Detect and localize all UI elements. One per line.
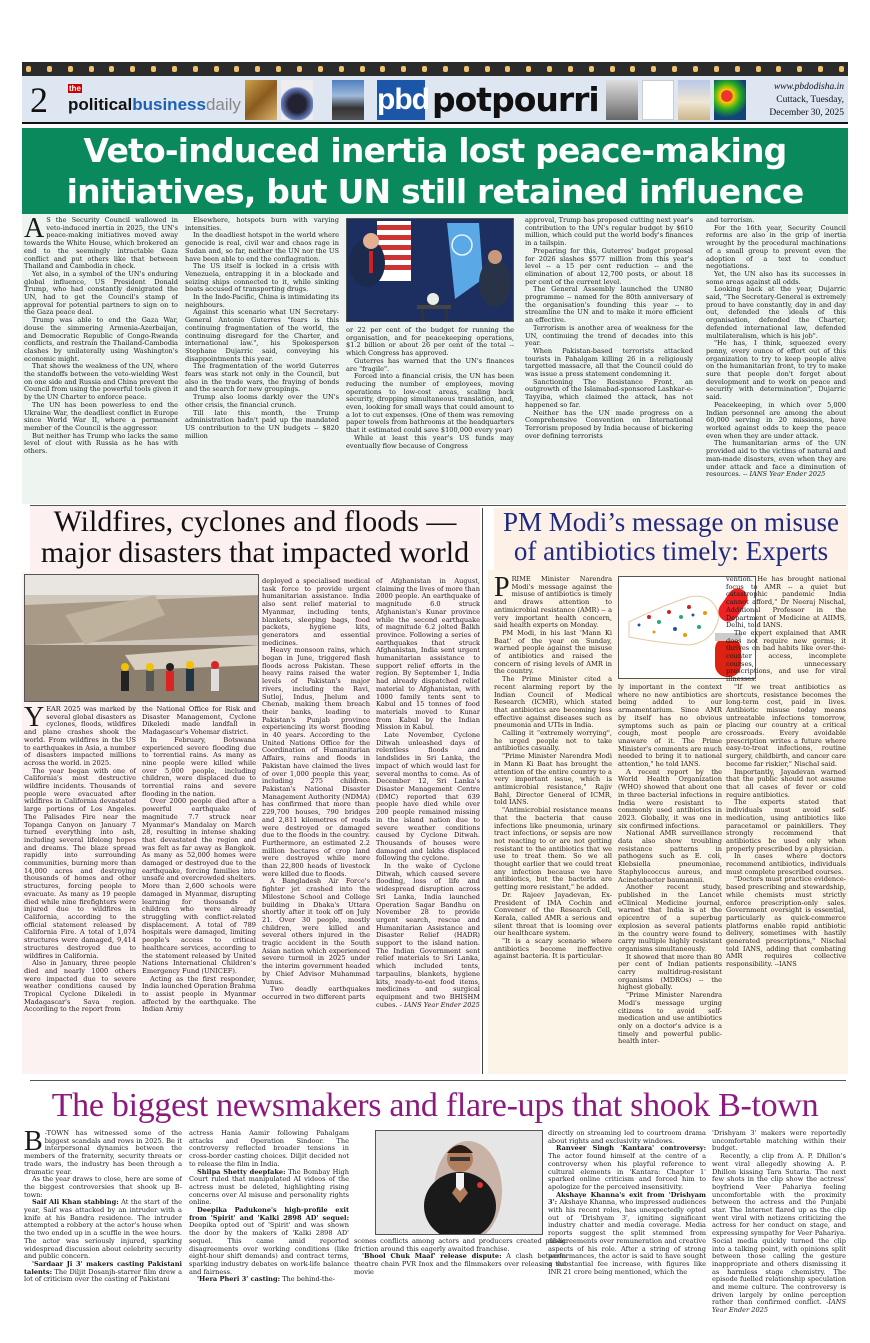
article-paragraph: "Antimicrobial resistance means that the bacteria that cause infections like pneumonia, urinary tract infections, or sepsis are now not reacting to or are not getting resistant to the antibiotics that we use to treat them. So we all thought earlier that we could treat any infection because we have antibiotics, but the bacteria are getting more resistant," he added. [494,806,612,892]
drop-cap: B [24,1130,43,1157]
article-paragraph: Till late this month, the Trump administration hadn't paid up the mandated US contribution to the UN budgets -- $820 million [185,408,339,440]
disasters-col-2 [142,706,256,1072]
drop-cap: Y [24,706,45,733]
article-paragraph: In the wake of Cyclone Ditwah, which caused severe flooding, loss of life and widespread disruption across Sri Lanka, India launched Operation Sagar Bandhu on November 28 to provide urgent search, rescue and Humanitarian Assistance and Disaster Relief (HADR) support to the island nation. The Indian Government sent relief materials to Sri Lanka, which included tents, tarpaulins, blankets, hygiene kits, ready-to-eat food items, medicines and surgical equipment and two BHISHM cubes. - IANS Year Ender 2025 [376,862,480,1009]
lead-col-3 [346,327,514,501]
byline-signoff: -IANS Year Ender 2025 [712,1298,846,1315]
newspaper-page [22,0,848,1343]
taj-mahal-thumbnail [678,80,710,120]
article-paragraph: Neither has the UN made progress on a Comprehensive Convention on International Terrorism proposed by India because of bickering over defining terrorists [525,408,693,440]
article-paragraph: Another recent study, published in the Lancet eClinical Medicine journal, warned that India is at the epicentre of a superbug explosion as several patients in the country were found to carry multiple highly resistant organisms simultaneously. [618,883,722,953]
article-paragraph: "Prime Minister Narendra Modi in Mann Ki Baat has brought the attention of the entire country to a very important issue, which is antimicrobial resistance," Rajiv Bahl, Director General of ICMR, told IANS. [494,752,612,807]
article-paragraph: In cases where doctors recommend antibiotics, individuals must complete prescribed courses. [726,852,846,876]
article-paragraph: vention. He has brought national focus to AMR -- a quiet but catastrophic pandemic India cannot afford," Dr Neeraj Nischal, Additional Professor in the Department of Medicine at AIIMS, Delhi, told IANS. [726,576,846,630]
article-paragraph: Yet, the UN also has its successes in some areas against all odds. [706,269,846,286]
disasters-col-4 [376,578,480,1072]
article-paragraph: or 22 per cent of the budget for running the organisation, and for peacekeeping operations, $1.2 billion or about 26 per cent of the total -- which Congress has approved. [346,327,514,358]
article-paragraph: National AMR surveillance data also show troubling resistance patterns in pathogens such as E. coli, Klebsiella pneumoniae, Staphylococcus aureus, and Acinetobacter baumannii. [618,829,722,884]
lead-col-4 [525,217,693,501]
article-paragraph: 'Hera Pheri 3' casting: The behind-the- [197,1275,335,1284]
plant-thumbnail [606,80,638,120]
article-paragraph: Heavy monsoon rains, which began in June, triggered flash floods across Pakistan. These heavy rains raised the water levels of Pakistan's major rivers, including the Ravi, Sutlej, Indus, Jhelum and Chenab, making them breach their banks, leading to Pakistan's Punjab province experiencing its worst flooding in 40 years. According to the United Nations Office for the Coordination of Humanitarian Affairs, rains and floods in Pakistan have claimed the lives of over 1,000 people this year, including 275 children. Pakistan's National Disaster Management Authority (NDMA) has confirmed that more than 229,700 houses, 790 bridges and 2,811 kilometres of roads were destroyed or damaged due to the floods in the country. Furthermore, an estimated 2.2 million hectares of crop land were destroyed while more than 22,800 heads of livestock were killed due to floods. [262,646,370,878]
btown-col-2 [189,1130,349,1340]
article-paragraph: Saif Ali Khan stabbing: At the start of the year, Saif was attacked by an intruder with a knife at his Bandra residence. The intruder attempted a robbery at the actor's house when the two ended up in a scuffle in the wee hours. The actor was seriously injured, sparking widespread discussion about celebrity security and public concern. [24,1198,182,1261]
article-paragraph: It showed that more than 80 per cent of Indian patients carry multidrug-resistant organisms (MDROs) -- the highest globally. [618,952,722,992]
palm-thumbnail [642,80,674,120]
article-paragraph: As the year draws to close, here are some of the biggest controversies that shook up B-town: [24,1175,182,1199]
article-paragraph: The Prime Minister cited a recent alarming report by the Indian Council of Medical Research (ICMR), which stated that antibiotics are becoming less effective against diseases such as pneumonia and UTIs in India. [494,675,612,730]
article-paragraph: In the Indo-Pacific, China is intimidating its neighbours. [185,293,339,309]
article-paragraph: YEAR 2025 was marked by several global disasters as cyclones, floods, wildfires and plane crashes shook the world. From wildfires in the US to earthquakes in Asia, a number of disasters impacted millions across the world. in 2025. [24,706,136,767]
section-divider [30,1080,846,1081]
article-paragraph: Dr. Rajeev Jayadevan, Ex-President of IMA Cochin and Convener of the Research Cell, Kerala, called AMR a serious and silent threat that is looming over our healthcare system. [494,890,612,938]
article-paragraph: Over 2000 people died after a powerful earthquake of magnitude 7.7 struck near Myanmar's Mandalay on March 28, resulting in intense shaking that devastated the region and was felt as far away as Bangkok. As many as 52,000 homes were damaged or destroyed due to the earthquake, forcing families into unsafe and overcrowded shelters. More than 2,600 schools were damaged in Myanmar, disrupting learning for thousands of children who were already struggling with conflict-related displacement. A total of 789 hospitals were damaged, limiting people's access to critical healthcare services, according to the statement released by United Nations International Children's Emergency Fund (UNICEF). [142,797,256,975]
article-paragraph: 'Drishyam 3' makers were reportedly uncomfortable matching within their budget. [712,1130,846,1153]
column-divider [482,508,483,1074]
article-paragraph: Ranveer Singh 'Kantara' controversy: The actor found himself at the centre of a controversy when his playful reference to cultural elements in 'Kantara: Chapter 1' sparked online criticism and forced him to apologize for the perceived insensitivity. [548,1144,706,1191]
article-paragraph: The expert explained that AMR does not require new germs; it thrives on bad habits like over-the-counter access, incomplete courses, unnecessary prescriptions, and use for viral illnesses. [726,628,846,684]
article-paragraph: Trump was able to end the Gaza War, douse the simmering Armenia-Azerbaijan, and Democratic Republic of Congo-Rwanda conflicts, and restrain the Thailand-Cambodia clashes by unilaterally using Washington's economic might. [24,316,178,363]
article-paragraph: Preparing for this, Guterres' budget proposal for 2026 slashes $577 million from this year's level -- a 15 per cent reduction -- and the elimination of about 12,700 posts, or about 18 per cent of the current level. [525,246,693,286]
article-paragraph: "Prime Minister Narendra Modi's message urging citizens to avoid self-medication and use antibiotics only on a doctor's advice is a timely and powerful public-health inter- [618,991,722,1046]
article-paragraph: The humanitarian arms of the UN provided aid to the victims of natural and man-made disasters, even when they are under attack and face a diminution of resources. -- IANS Year Ender 2025 [706,439,846,479]
article-paragraph: That shows the weakness of the UN, where the standoffs between the veto-wielding West on one side and Russia and China prevent the Council from using the powerful tools given it by the UN Charter to enforce peace. [24,362,178,402]
article-paragraph: In February, Botswana experienced severe flooding due to torrential rains. As many as nine people were killed while over 5,000 people, including children, were displaced due to torrential rains and severe flooding in the nation. [142,735,256,798]
article-paragraph: Recently, a clip from A. P. Dhillon's went viral allegedly showing A. P. Dhillon kissing Tara Sutaria. The next few shots in the clip show the actress' boyfriend Veer Pahariya feeling uncomfortable with the proximity between the actress and the Punjabi star. The Internet flared up as the clip went viral with netizens criticizing the actress for her conduct on stage, and expressing sympathy for Veer Pahariya. Social media quickly turned the clip into a talking point, with opinions split between those calling the gesture inappropriate and others dismissing it as harmless stage chemistry. The episode fuelled relationship speculation and meme culture. The controversy is driven largely by online perception rather than confirmed conflict. -IANS Year Ender 2025 [712,1152,846,1315]
website-url[interactable]: www.pbdodisha.in [773,82,844,92]
article-paragraph: 'Bhool Chuk Maaf' release dispute: A clash between theatre chain PVR Inox and the filmmakers over releasing the movie [354,1252,566,1276]
lead-col-1 [24,217,178,501]
article-paragraph: Akshaye Khanna's exit from 'Drishyam 3': Akshaye Khanna, who impressed audiences with his recent roles, has unexpectedly opted out of 'Drishyam 3', igniting significant industry chatter and media coverage. Media reports suggest the split stemmed from disagreements over remuneration and creative aspects of his role. After a string of strong performances, the actor is said to have sought a substantial fee increase, with figures like INR 21 crore being mentioned, which the [548,1190,706,1276]
article-paragraph: For the 16th year, Security Council reforms are also in the grip of inertia wrought by the procedural machinations of a small group to prevent even the adoption of a text to conduct negotiations. [706,223,846,271]
article-paragraph: Peacekeeping, in which over 5,000 Indian personnel are among the about 60,000 serving in 20 missions, have worked against odds to keep the peace even when they are under attack. [706,400,846,440]
article-paragraph: A S the Security Council wallowed in veto-induced inertia in 2025, the UN's peace-making initiatives moved away towards the White House, which brokered an end to the seemingly intractable Gaza conflict and put others like that between Thailand and Cambodia in check. [24,217,178,271]
btown-headline: The biggest newsmakers and flare-ups that shook B-town [51,1087,819,1124]
btown-col-3 [354,1238,566,1338]
masthead [22,76,848,124]
kathakali-thumbnail [245,80,277,120]
article-paragraph: B -TOWN has witnessed some of the biggest scandals and rows in 2025. Be it interpersonal dynamics between the members of the fraternity, security threats or trade wars, the industry has been through a dramatic year. [24,1130,182,1176]
article-paragraph: approval, Trump has proposed cutting next year's contribution to the UN's regular budget by $610 million, which could put the world body's finances in a tailspin. [525,217,693,248]
disasters-col-1 [24,706,136,1072]
article-paragraph: Looking back at the year, Dujarric said, "The Secretary-General is extremely proud to have constantly, day in and day out, defended the ideals of this organisation, defended the Charter, defended international law, defended multilateralism, which is his job". [706,285,846,340]
article-paragraph: Elsewhere, hotspots burn with varying intensities. [185,217,339,232]
mountain-road-thumbnail [332,80,364,120]
article-paragraph: While at least this year's US funds may eventually flow because of Congress [346,433,514,450]
article-paragraph: PM Modi, in his last 'Mann Ki Baat' of the year on Sunday, warned people against the misuse of antibiotics and raised the concern of rising levels of AMR in the country. [494,628,612,676]
antibiotics-headline: PM Modi’s message on misuse of antibiotics timely: Experts [494,508,848,570]
article-paragraph: "Doctors must practice evidence-based prescribing and stewardship, while chemists must strictly enforce prescription-only sales. Government oversight is essential, particularly as quick-commerce platforms enable rapid antibiotic delivery, sometimes with hastily generated prescriptions," Nischal told IANS, adding that combating AMR requires collective responsibility. --IANS [726,875,846,969]
article-paragraph: Yet also, in a symbol of the UN's enduring global influence, US President Donald Trump, who had constantly denigrated the UN, had to get the Council's stamp of approval for potential partners to sign on to the Gaza peace deal. [24,269,178,317]
antibiotics-col-1 [494,576,612,1072]
byline-signoff: IANS Year Ender 2025 [747,470,826,479]
article-paragraph: The US itself is locked in a crisis with Venezuela, entrapping it in a blockade and seizing ships connected to it, while sinking boats accused of transporting drugs. [185,262,339,294]
article-paragraph: of Afghanistan in August, claiming the lives of more than 2000 people. An earthquake of magnitude 6.0 struck Afghanistan's Kunar province while the second earthquake of magnitude 6.2 jolted Balkh province. Following a series of earthquakes that struck Afghanistan, India sent urgent humanitarian assistance to support relief efforts in the region. By September 1, India had already dispatched relief material to Afghanistan, with 1000 family tents sent to Kabul and 15 tonnes of food materials moved to Kunar from Kabul by the Indian Mission in Kabul. [376,578,480,732]
article-paragraph: Forced into a financial crisis, the UN has been reducing the number of employees, moving operations to low-cost areas, scaling back security, dropping simultaneous translation, and, even, looking for small ways that could amount to a lot to cut expenses. (One of them was removing paper towels from bathrooms at the headquarters that it estimated could save $100,000 every year) [346,372,514,435]
article-paragraph: "If we treat antibiotics as shortcuts, resistance becomes the long-term cost, paid in lives. Antibiotic misuse today means untreatable infections tomorrow, placing our country at a critical crossroads. Every avoidable prescription writes a future where easy-to-treat infections, routine surgery, childbirth, and cancer care become far riskier," Nischal said. [726,682,846,768]
article-paragraph: The year began with one of California's most destructive wildfire incidents. Thousands of people were evacuated after wildfires in California devastated large portions of Los Angeles. The Palisades Fire near the Topanga Canyon on January 7 turned everything into ash, including several lifelong hopes and dreams. The blaze spread rapidly into surrounding communities, burning more than 14,000 acres and destroying thousands of homes and other structures, forcing people to evacuate. As many as 19 people died while nine firefighters were injured due to wildfires in California, according to the official statement released by California Fire. A total of 1,074 structures were damaged, 9,414 structures destroyed due to wildfires in California. [24,766,136,960]
article-paragraph: scenes conflicts among actors and producers created public friction around this eagerly awaited franchise. [354,1238,566,1253]
article-paragraph: Also in January, three people died and nearly 1000 others were impacted due to severe weather conditions caused by Tropical Cyclone Dikeledi in Madagascar's Sava region. According to the report from [24,959,136,1014]
article-paragraph: directly on streaming led to courtroom drama about rights and exclusivity windows. [548,1130,706,1145]
article-paragraph: Importantly, Jayadevan warned that the public should not assume that all cases of fever or cold require antibiotics. [726,767,846,799]
btown-col-5 [712,1130,846,1340]
drop-cap: A [24,217,45,244]
article-paragraph: actress Hania Aamir following Pahalgam attacks and Operation Sindoor. The controversy reflected broader tensions in cross-border casting choices. Diljit decided not to release the film in India. [189,1130,349,1168]
article-paragraph: The General Assembly launched the UN80 programme -- named for the 80th anniversary of the organisation's founding this year -- to streamline the UN and to make it more efficient an effective. [525,285,693,325]
article-paragraph: and terrorism. [706,217,755,224]
dateline: www.pbdodisha.in Cuttack, Tuesday, December 30, 2025 [769,82,844,118]
disasters-col-3 [262,578,370,1072]
btown-col-4 [548,1130,706,1340]
article-paragraph: Trump also looms darkly over the UN's other crisis, the financial crunch. [185,393,339,409]
article-paragraph: In the deadliest hotspot in the world where genocide is real, civil war and chaos rage in Sudan and, so far, neither the UN nor the US have been able to end the conflagration. [185,231,339,263]
article-paragraph: "It is a scary scenario where antibiotics become ineffective against bacteria. It is particular- [494,937,612,961]
article-paragraph: A Bangladesh Air Force's fighter jet crashed into the Milestone School and College building in Dhaka's Uttara shortly after it took off on July 21. Over 30 people, mostly children, were killed and several others injured in the tragic accident in the South Asian nation which experienced severe turmoil in 2025 under the interim government headed by Chief Advisor Muhammad Yunus. [262,877,370,986]
article-paragraph: The UN has been powerless to end the Ukraine War, the deadliest conflict in Europe since World War II, where a permanent member of the Council is the aggressor. [24,400,178,432]
ranveer-singh-photo [375,1130,543,1235]
article-paragraph: Calling it "extremely worrying", he urged people not to take antibiotics casually. [494,729,612,753]
antibiotics-col-3 [726,576,846,1072]
lead-headline: Veto-induced inertia lost peace-making initiatives, but UN still retained influence [22,128,848,214]
newspaper-logo: the politicalbusinessdaily [68,84,241,114]
section-title: potpourri [432,80,599,119]
lead-col-2 [185,217,339,501]
disasters-headline: Wildfires, cyclones and floods — major disasters that impacted world [30,506,480,572]
article-paragraph: Shilpa Shetty deepfake: The Bombay High Court ruled that manipulated AI videos of the actress must be deleted, highlighting rising concerns over AI misuse and personality rights online. [189,1167,349,1207]
article-paragraph: The experts stated that individuals must avoid self-medication, using antibiotics like paracetamol or painkillers. They strongly recommend that antibiotics be used only when properly prescribed by a physician. [726,798,846,853]
article-paragraph: Deepika Padukone's high-profile exit from 'Spirit' and 'Kalki 2898 AD' sequel: Deepika opted out of 'Spirit' and was shown the door by the makers of 'Kalki 2898 AD' sequel. This came amid reported disagreements over working conditions (like eight-hour shift demands) and contract terms, sparking industry debates on work-life balance and fairness. [189,1206,349,1276]
page-number: 2 [30,80,48,120]
antibiotics-col-2 [618,684,722,1072]
article-paragraph: Against this scenario what UN Secretary-General Antonio Guterres "fears is this continuing fragmentation of the world, the continuing disregard for the Charter, and international law.", his Spokesperson Stephane Dujarric said, conveying his disappointments this year. [185,308,339,363]
article-paragraph: A recent report by the World Health Organization (WHO) showed that about one in three bacterial infections in India were resistant to commonly used antibiotics in 2023. Globally, it was one in six confirmed infections. [618,767,722,830]
film-strip-border [22,62,848,76]
pbd-logo: pbd [377,80,425,120]
motorcycle-thumbnail [281,80,313,120]
article-paragraph: The fragmentation of the world Guterres fears was stark not only in the Council, but also in the trade wars, the fraying of bonds and the search for new groupings. [185,362,339,394]
trump-guterres-photo [346,218,514,322]
lead-col-5 [706,217,846,501]
billiards-thumbnail [714,80,746,120]
btown-col-1 [24,1130,182,1340]
article-paragraph: PRIME Minister Narendra Modi's message against the misuse of antibiotics is timely and draws attention to antimicrobial resistance (AMR) -- a very important health concern, said health experts on Monday. [494,576,612,630]
article-paragraph: Acting as the first responder, India launched Operation Brahma to assist people in Myanmar affected by the earthquake. The Indian Army [142,974,256,1014]
article-paragraph: When Pakistan-based terrorists attacked tourists in Pahalgam killing 26 in a religiously targetted massacre, all that the Council could do was issue a press statement condemning it. [525,346,693,379]
article-paragraph: 'Sardaar Ji 3' makers casting Pakistani talents: The Diljit Dosanjh-starrer film drew a lot of criticism over the casting of Pakistani [24,1259,182,1284]
drop-cap: P [494,576,510,603]
article-paragraph: Late November, Cyclone Ditwah unleashed days of relentless floods and landslides in Sri Lanka, the impact of which would last for several months to come. As of December 12, Sri Lanka's Disaster Management Centre (DMC) reported that 639 people have died while over 200 people remained missing in the island nation due to severe weather conditions caused by Cyclone Ditwah. Thousands of houses were damaged and lakhs displaced following the cyclone. [376,731,480,863]
article-paragraph: But neither has Trump who lacks the same level of clout with Russia as he has with others. [24,431,178,456]
byline-signoff: IANS Year Ender 2025 [401,1000,480,1009]
article-paragraph: Terrorism is another area of weakness for the UN, continuing the trend of decades into this year. [525,323,693,348]
article-paragraph: the National Office for Risk and Disaster Management, Cyclone Dikeledi made landfall in Madagascar's Vohemar district. [142,706,256,737]
article-paragraph: Guterres has warned that the UN's finances are "fragile". [346,356,514,373]
article-paragraph: Sanctioning The Resistance Front, an outgrowth of the Islamabad-sponsored Lashkar-e-Tayyiba, which claimed the attack, has not happened so far. [525,377,693,409]
article-paragraph: deployed a specialised medical task force to provide urgent humanitarian assistance. India also sent relief material to Myanmar, including tents, blankets, sleeping bags, food packets, hygiene kits, generators and essential medicines. [262,578,370,647]
article-paragraph: ly important in the context where no new antibiotics are being added to our armamentarium. Since AMR by itself has no obvious symptoms such as pain or cough, most people are unaware of it. The Prime Minister's comments are much needed to bring it to national attention," he told IANS. [618,684,722,769]
article-paragraph: "He has, I think, squeezed every penny, every ounce of effort out of this organization to try to keep people alive on the humanitarian front, to try to make sure that people don't forget about development and to work on peace and security with determination", Dujarric said. [706,339,846,402]
earthquake-rescue-photo [24,574,259,702]
article-paragraph: Two deadly earthquakes occurred in two different parts [262,985,370,1001]
